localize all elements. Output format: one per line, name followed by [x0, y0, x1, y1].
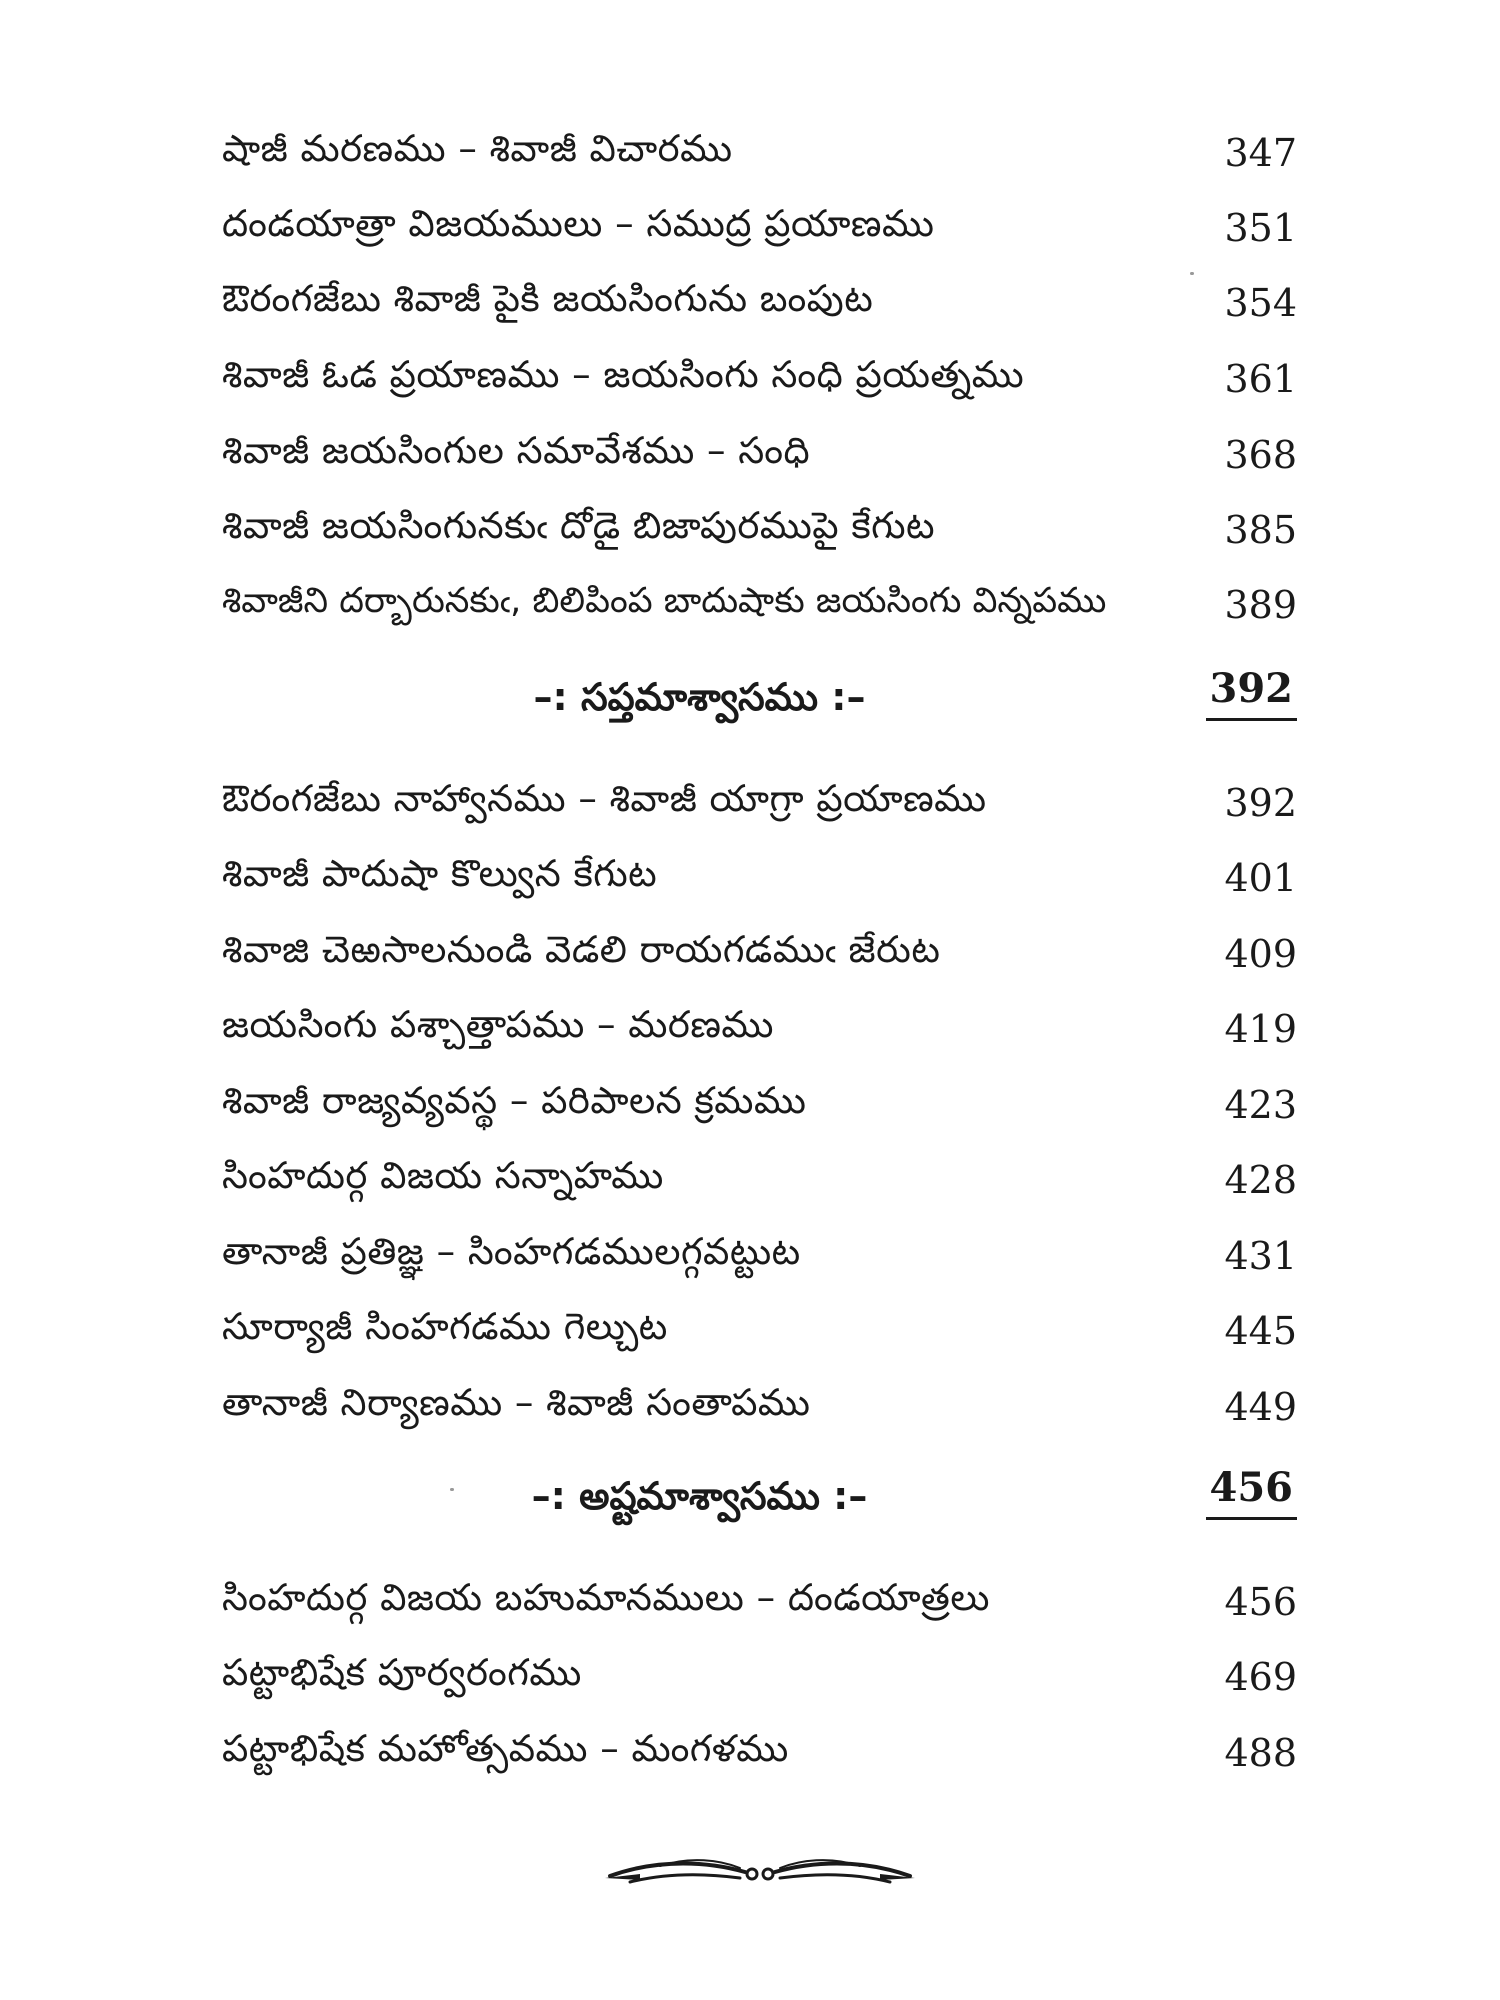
entry-page: 368 — [1224, 433, 1297, 477]
entry-title: శివాజీని దర్బారునకుఁ, బిలిపింప బాదుషాకు జయసింగు విన్నపము — [222, 581, 1107, 621]
toc-entry — [222, 1075, 1297, 1135]
toc-entry — [222, 500, 1297, 560]
toc-entry — [222, 123, 1297, 183]
section-page: 456 — [1206, 1464, 1298, 1520]
toc-entry — [222, 1647, 1297, 1707]
entry-page: 351 — [1224, 206, 1297, 250]
toc-entry — [222, 425, 1297, 485]
toc-entry — [222, 1301, 1297, 1361]
toc-entry — [222, 349, 1297, 409]
entry-title: షాజీ మరణము – శివాజీ విచారము — [222, 127, 733, 170]
scan-speck — [1190, 272, 1194, 275]
toc-entry — [222, 1723, 1297, 1783]
toc-entry — [222, 848, 1297, 908]
entry-title: శివాజీ జయసింగుల సమావేశము – సంధి — [222, 429, 811, 472]
entry-title: శివాజీ పాదుషా కొల్వున కేగుట — [222, 852, 658, 895]
entry-title: సింహదుర్గ విజయ బహుమానములు – దండయాత్రలు — [222, 1576, 990, 1619]
toc-entry — [222, 575, 1297, 635]
entry-title: శివాజీ రాజ్యవ్యవస్థ – పరిపాలన క్రమము — [222, 1079, 807, 1122]
entry-title: పట్టాభిషేక పూర్వరంగము — [222, 1651, 582, 1694]
entry-title: సింహదుర్గ విజయ సన్నాహము — [222, 1154, 664, 1197]
entry-title: ఔరంగజేబు నాహ్వానము – శివాజీ యాగ్రా ప్రయాణము — [222, 777, 987, 820]
toc-entry — [222, 273, 1297, 333]
toc-entry — [222, 1150, 1297, 1210]
entry-title: తానాజీ ప్రతిజ్ఞ – సింహగడములగ్గవట్టుట — [222, 1230, 801, 1273]
entry-page: 469 — [1224, 1655, 1297, 1699]
entry-page: 428 — [1224, 1158, 1297, 1202]
entry-title: శివాజీ ఓడ ప్రయాణము – జయసింగు సంధి ప్రయత్నము — [222, 353, 1025, 396]
entry-title: ఔరంగజేబు శివాజీ పైకి జయసింగును బంపుట — [222, 277, 874, 320]
toc-entry — [222, 999, 1297, 1059]
toc-entry — [222, 198, 1297, 258]
entry-page: 347 — [1224, 131, 1297, 175]
toc-entry — [222, 1572, 1297, 1632]
entry-title: శివాజీ జయసింగునకుఁ దోడై బిజాపురముపై కేగుట — [222, 504, 936, 547]
entry-title: తానాజీ నిర్యాణము – శివాజీ సంతాపము — [222, 1381, 811, 1424]
toc-entry — [222, 773, 1297, 833]
toc-entry — [222, 1377, 1297, 1437]
entry-title: దండయాత్రా విజయములు – సముద్ర ప్రయాణము — [222, 202, 935, 245]
section-page: 392 — [1206, 665, 1298, 721]
entry-page: 389 — [1224, 583, 1297, 627]
section-heading — [222, 665, 1297, 735]
scan-speck — [450, 1488, 454, 1491]
section-title: –: సప్తమాశ్వాసము :– — [533, 675, 866, 719]
entry-title: పట్టాభిషేక మహోత్సవము – మంగళము — [222, 1727, 789, 1770]
entry-title: సూర్యాజీ సింహగడము గెల్చుట — [222, 1305, 668, 1348]
entry-page: 456 — [1224, 1580, 1297, 1624]
entry-page: 385 — [1224, 508, 1297, 552]
entry-page: 392 — [1224, 781, 1297, 825]
entry-page: 488 — [1224, 1731, 1297, 1775]
entry-page: 445 — [1224, 1309, 1297, 1353]
entry-page: 361 — [1224, 357, 1297, 401]
entry-page: 409 — [1224, 932, 1297, 976]
entry-page: 449 — [1224, 1385, 1297, 1429]
toc-entry — [222, 924, 1297, 984]
entry-page: 401 — [1224, 856, 1297, 900]
entry-title: జయసింగు పశ్చాత్తాపము – మరణము — [222, 1003, 774, 1046]
section-title: –: అష్టమాశ్వాసము :– — [531, 1474, 868, 1518]
entry-title: శివాజి చెఱసాలనుండి వెడలి రాయగడముఁ జేరుట — [222, 928, 941, 971]
entry-page: 431 — [1224, 1234, 1297, 1278]
entry-page: 423 — [1224, 1083, 1297, 1127]
entry-page: 354 — [1224, 281, 1297, 325]
section-heading — [222, 1464, 1297, 1534]
toc-entry — [222, 1226, 1297, 1286]
entry-page: 419 — [1224, 1007, 1297, 1051]
flourish-ornament-icon — [600, 1848, 920, 1898]
